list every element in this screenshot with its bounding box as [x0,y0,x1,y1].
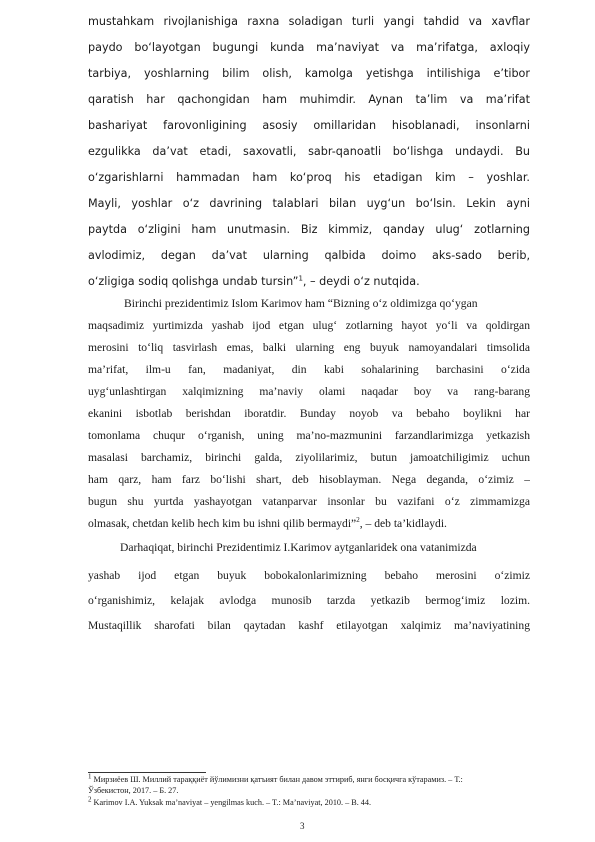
paragraph-line: Darhaqiqat, birinchi Prezidentimiz I.Karimov aytganlaridek ona vatanimizda [120,541,477,554]
paragraph-line: uyg‘unlashtirgan xalqimizning ma’naviy olami naqadar boy va rang-barang [88,385,530,398]
paragraph-line: merosini to‘liq tasvirlash emas, balki ularning eng buyuk namoyandalari timsolida [88,341,530,354]
paragraph-line: maqsadimiz yurtimizda yashab ijod etgan ulug‘ zotlarning hayot yo‘li va qoldirgan [88,319,530,332]
quote-line: o‘zgarishlarni hammadan ham ko‘proq his etadigan kim – yoshlar. [88,171,530,184]
footnote-1 [88,772,530,785]
paragraph-line: ma’rifat, ilm-u fan, madaniyat, din kabi sohalarining barchasini o‘zida [88,363,530,376]
quote-line: qaratish har qachongidan ham muhimdir. Aynan ta’lim va ma’rifat [88,93,530,106]
paragraph-last-line [88,513,530,535]
paragraph-line: Birinchi prezidentimiz Islom Karimov ham “Bizning o‘z oldimizga qo‘ygan [124,297,478,310]
footnote-ref-1[interactable]: 1 [298,274,303,283]
footnote-separator [88,772,206,773]
footnote-1-continued: Ўзбекистон, 2017. – Б. 27. [88,786,179,795]
quote-line: mustahkam rivojlanishiga raxna soladigan turli yangi tahdid va xavflar [88,15,530,28]
quote-line: paydo bo‘layotgan bugungi kunda ma’naviyat va ma’rifatga, axloqiy [88,41,530,54]
paragraph-line: masalasi barchamiz, birinchi galda, ziyolilarimiz, butun jamoatchiligimiz uchun [88,451,530,464]
quote-last-text: o‘zligiga sodiq qolishga undab tursin” [88,275,299,288]
footnote-2 [88,795,530,808]
paragraph-line: bugun shu yurtda yashayotgan vatanparvar insonlar bu vazifani o‘z zimmamizga [88,495,530,508]
quote-line: ezgulikka da’vat etadi, saxovatli, sabr-qanoatli bo‘lishga undaydi. Bu [88,145,530,158]
paragraph-line: o‘rganishimiz, kelajak avlodga munosib tarzda yetkazib bermog‘imiz lozim. [88,594,530,607]
quote-line: paytda o‘zligini ham unutmasin. Biz kimmiz, qanday ulug‘ zotlarning [88,223,530,236]
paragraph-last-text: olmasak, chetdan kelib hech kim bu ishni qilib bermaydi” [88,517,357,530]
quote-last-tail: , – deydi o‘z nutqida. [302,275,420,288]
quote-line: Mayli, yoshlar o‘z davrining talablari bilan uyg‘un bo‘lsin. Lekin ayni [88,197,530,210]
paragraph-line: yashab ijod etgan buyuk bobokalonlarimizning bebaho merosini o‘zimiz [88,569,530,582]
quote-line: tarbiya, yoshlarning bilim olish, kamolga yetishga intilishiga e’tibor [88,67,530,80]
paragraph-line: ham qarz, ham farz bo‘lishi shart, deb hisoblayman. Nega deganda, o‘zimiz – [88,473,530,486]
footnote-2-text: Karimov I.A. Yuksak ma’naviyat – yengilmas kuch. – T.: Ma’naviyat, 2010. – B. 44. [91,798,372,807]
footnote-2-number: 2 [88,795,92,804]
paragraph-line: ekanini isbotlab berishdan iboratdir. Bunday noyob va bebaho boylikni har [88,407,530,420]
quote-line: avlodimiz, degan da’vat ularning qalbida doimo aks-sado berib, [88,249,530,262]
quote-line: bashariyat farovonligining asosiy omillaridan hisoblanadi, insonlarni [88,119,530,132]
footnote-ref-2[interactable]: 2 [356,516,360,525]
quote-last-line [88,269,530,295]
footnote-1-number: 1 [88,772,92,781]
paragraph-last-tail: , – deb ta’kidlaydi. [359,517,447,530]
paragraph-line: tomonlama chuqur o‘rganish, uning ma’no-mazmunini farzandlarimizga yetkazish [88,429,530,442]
page-number: 3 [300,821,305,831]
paragraph-line: Mustaqillik sharofati bilan qaytadan kashf etilayotgan xalqimiz ma’naviyatining [88,619,530,632]
footnote-1-text: Мирзиёев Ш. Миллий тараққиёт йўлимизни қатъият билан давом эттириб, янги босқичга кўтарамиз. – Т.: [91,775,463,784]
